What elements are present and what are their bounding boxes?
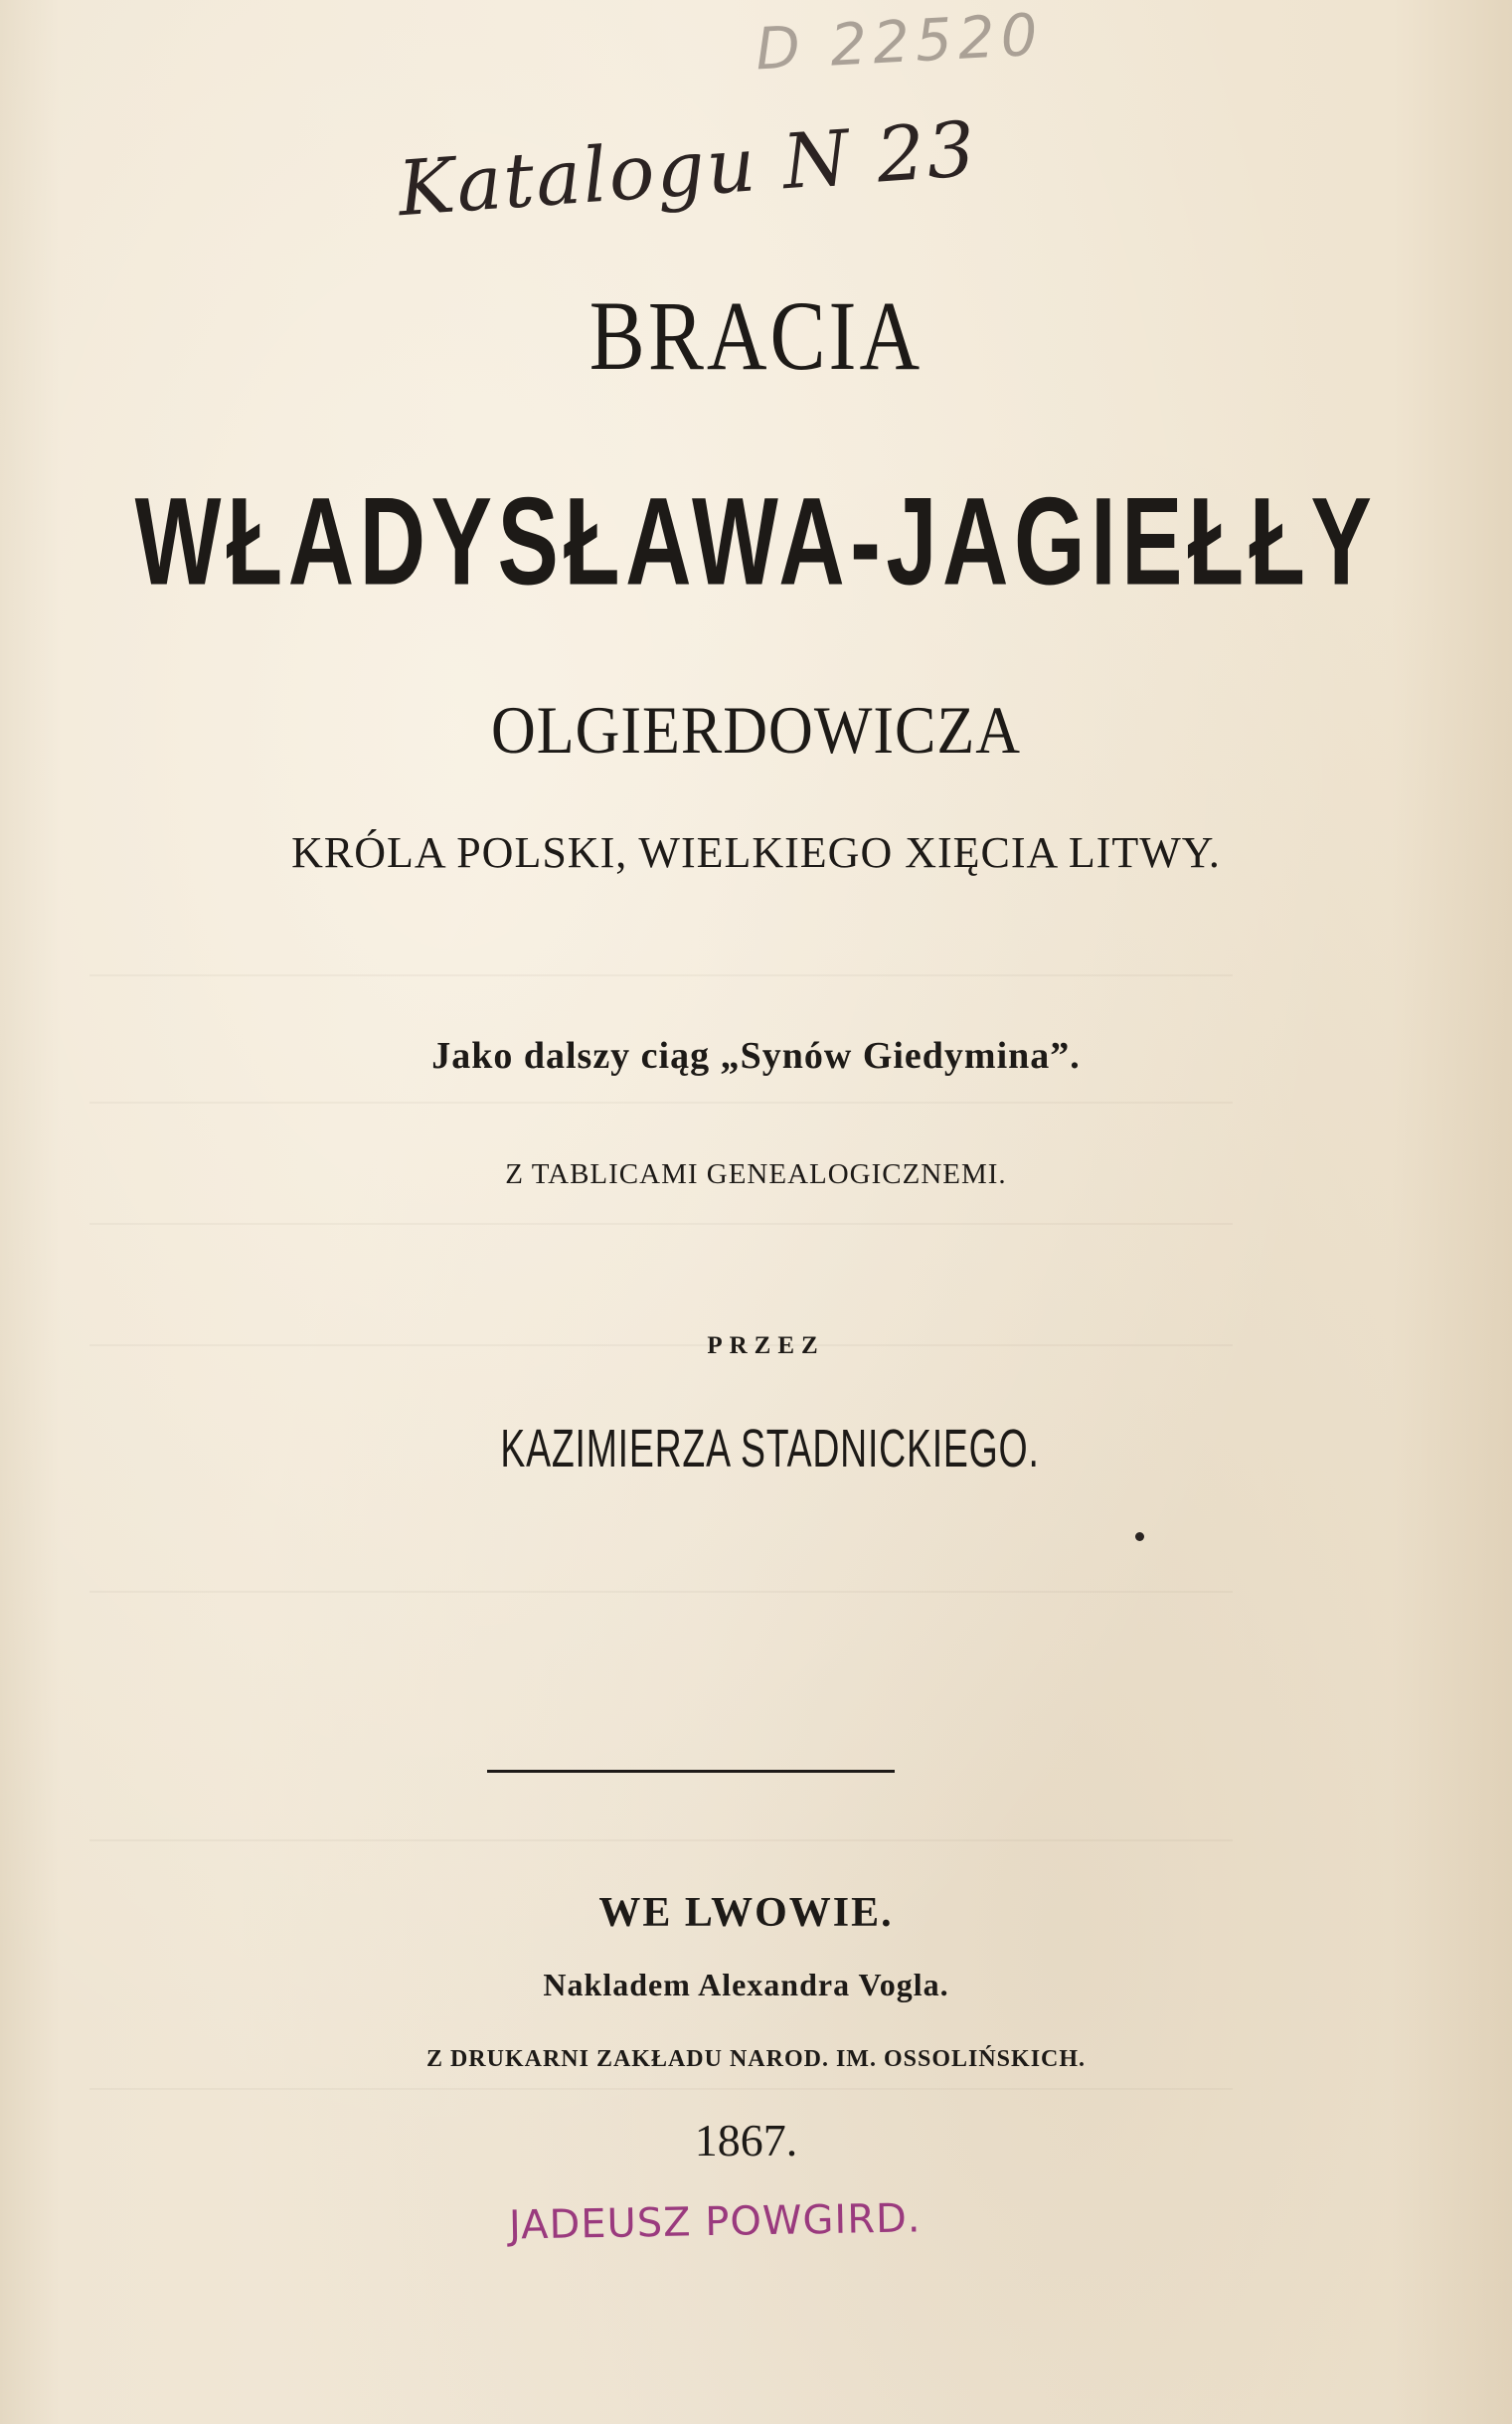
archive-pencil-number: D 22520 [754, 0, 1046, 84]
show-through-line [89, 1223, 1233, 1225]
title-line-3: OLGIERDOWICZA [490, 693, 1021, 769]
title-line-1: BRACIA [588, 281, 924, 392]
handwritten-catalog-note: Katalogu N 23 [395, 103, 980, 234]
author-name: KAZIMIERZA STADNICKIEGO. [500, 1419, 1040, 1479]
continuation-note: Jako dalszy ciąg „Synów Giedymina”. [431, 1035, 1081, 1077]
show-through-line [89, 1102, 1233, 1104]
subtitle: KRÓLA POLSKI, WIELKIEGO XIĘCIA LITWY. [291, 828, 1221, 877]
ornament-dot [1135, 1532, 1144, 1541]
printer: Z DRUKARNI ZAKŁADU NAROD. IM. OSSOLIŃSKICH. [425, 2046, 1087, 2072]
horizontal-rule [487, 1770, 895, 1773]
by-label: PRZEZ [707, 1332, 825, 1359]
owner-stamp: JADEUSZ POWGIRD. [508, 2195, 922, 2249]
show-through-line [89, 974, 1233, 976]
tables-note: Z TABLICAMI GENEALOGICZNEMI. [505, 1158, 1007, 1190]
show-through-line [89, 1591, 1233, 1593]
publication-place: WE LWOWIE. [598, 1890, 894, 1936]
publication-year: 1867. [694, 2115, 798, 2165]
show-through-line [89, 2088, 1233, 2090]
title-line-2: WŁADYSŁAWA-JAGIEŁŁY [134, 471, 1378, 611]
show-through-line [89, 1839, 1233, 1841]
publisher: Nakladem Alexandra Vogla. [543, 1967, 949, 2002]
